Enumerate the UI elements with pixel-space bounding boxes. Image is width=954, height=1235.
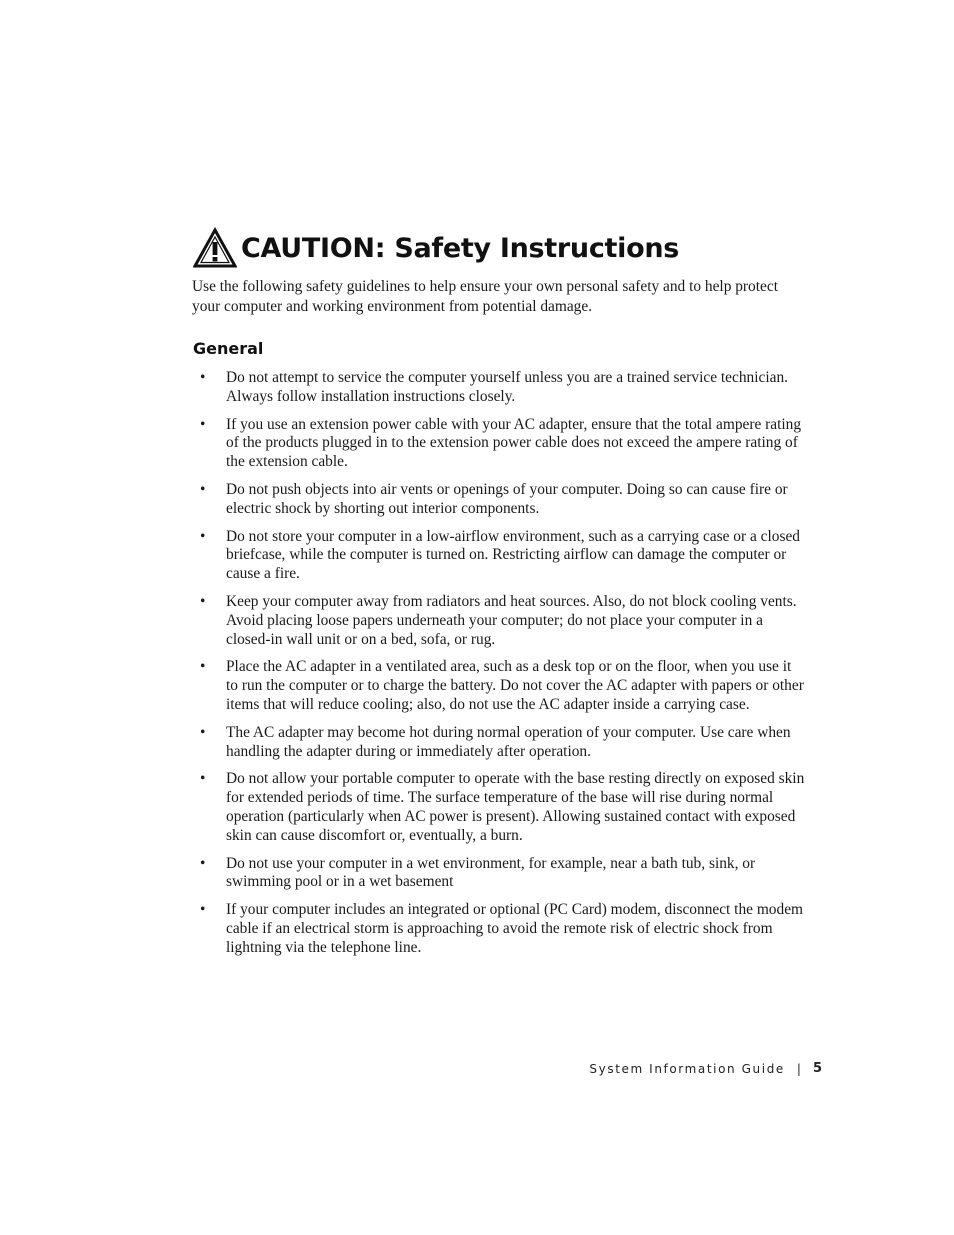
- bullet-icon: •: [200, 415, 206, 433]
- bullet-icon: •: [200, 592, 206, 610]
- list-item: [196, 416, 806, 472]
- footer-guide-title: System Information Guide: [589, 1061, 785, 1076]
- bullet-icon: •: [200, 723, 206, 741]
- page-title: CAUTION: Safety Instructions: [241, 232, 680, 264]
- list-item-text: Do not attempt to service the computer yourself unless you are a trained service technician. Always follow installation instructions closely.: [226, 369, 788, 405]
- bullet-icon: •: [200, 770, 206, 788]
- bullet-icon: •: [200, 658, 206, 676]
- bullet-icon: •: [200, 527, 206, 545]
- intro-paragraph: Use the following safety guidelines to help ensure your own personal safety and to help protect your computer and working environment from potential damage.: [192, 278, 778, 315]
- section-heading-general: General: [193, 339, 264, 358]
- list-item-text: Do not use your computer in a wet environment, for example, near a bath tub, sink, or swimming pool or in a wet basement: [226, 854, 756, 891]
- safety-guideline-list: [196, 369, 806, 967]
- page-number: 5: [812, 1061, 822, 1076]
- list-item: [196, 369, 806, 407]
- page-heading: [193, 226, 679, 270]
- list-item: [196, 770, 806, 845]
- bullet-icon: •: [200, 854, 206, 872]
- list-item: [196, 658, 806, 714]
- list-item: [196, 481, 806, 519]
- list-item: [196, 724, 806, 762]
- list-item-text: If your computer includes an integrated or optional (PC Card) modem, disconnect the modem cable if an electrical storm is approaching to avoid the remote risk of electric shock from lightning via the telephone line.: [226, 901, 803, 956]
- bullet-icon: •: [200, 369, 206, 386]
- list-item-text: Do not allow your portable computer to operate with the base resting directly on exposed skin for extended periods of time. The surface temperature of the base will rise during normal operation (particularly when AC power is present). Allowing sustained contact with exposed skin can cause discomfort or, eventually, a burn.: [226, 770, 805, 844]
- list-item: [196, 528, 806, 584]
- list-item: [196, 593, 806, 649]
- bullet-icon: •: [200, 901, 206, 919]
- list-item-text: Keep your computer away from radiators and heat sources. Also, do not block cooling vents. Avoid placing loose papers underneath your computer; do not place your computer in a closed-in wall unit or on a bed, sofa, or rug.: [226, 592, 797, 648]
- bullet-icon: •: [200, 480, 206, 498]
- footer-separator: |: [796, 1061, 801, 1076]
- list-item-text: Do not store your computer in a low-airflow environment, such as a carrying case or a closed briefcase, while the computer is turned on. Restricting airflow can damage the computer or cause a fire.: [226, 527, 800, 583]
- list-item-text: Place the AC adapter in a ventilated area, such as a desk top or on the floor, when you use it to run the computer or to charge the battery. Do not cover the AC adapter with papers or other items that will reduce cooling; also, do not use the AC adapter inside a carrying case.: [226, 658, 804, 713]
- list-item: [196, 901, 806, 957]
- list-item-text: If you use an extension power cable with your AC adapter, ensure that the total ampere rating of the products plugged in to the extension power cable does not exceed the ampere rating of the extension cable.: [226, 415, 802, 471]
- list-item-text: Do not push objects into air vents or openings of your computer. Doing so can cause fire or electric shock by shorting out interior components.: [226, 480, 788, 517]
- page-footer: [560, 1061, 822, 1076]
- warning-triangle-icon: [193, 227, 237, 269]
- list-item-text: The AC adapter may become hot during normal operation of your computer. Use care when handling the adapter during or immediately after operation.: [226, 723, 791, 760]
- list-item: [196, 855, 806, 893]
